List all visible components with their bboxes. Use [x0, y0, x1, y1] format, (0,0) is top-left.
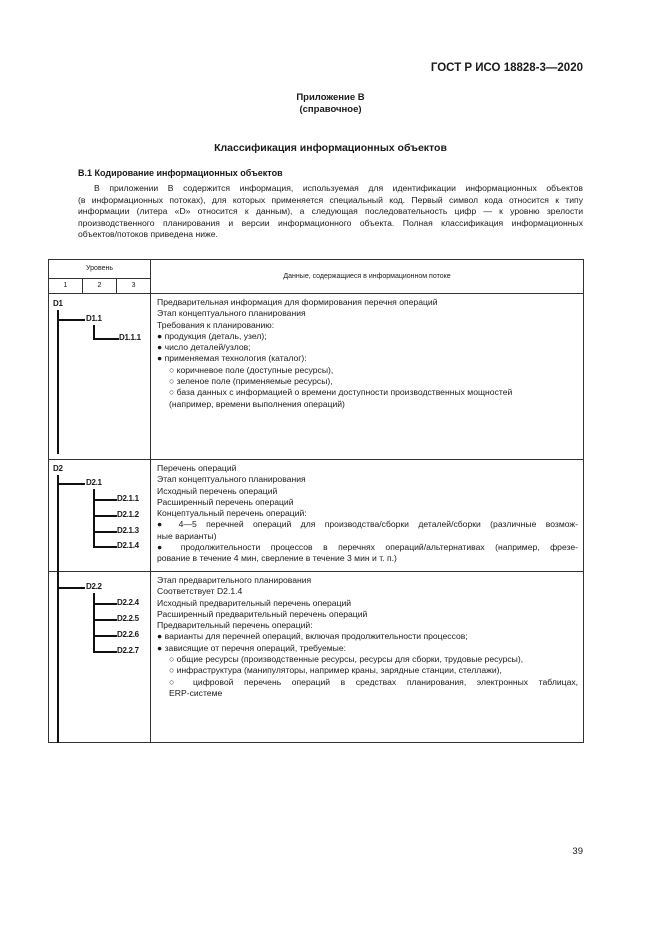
- description-cell-d22: [151, 572, 584, 743]
- tree-line: [57, 475, 59, 572]
- code-label: D2.1: [86, 478, 102, 487]
- tree-line: [93, 499, 117, 501]
- description-line: ○ коричневое поле (доступные ресурсы),: [169, 364, 334, 375]
- description-line: Соответствует D2.1.4: [157, 586, 243, 597]
- description-line: Этап предварительного планирования: [157, 575, 312, 585]
- intro-line: информации (литера «D» относится к данным), а следующая последовательность цифр — к уровню зрелости: [78, 206, 583, 216]
- tree-line: [57, 483, 85, 485]
- code-label: D2.1.3: [117, 526, 139, 535]
- tree-line: [93, 338, 119, 340]
- tree-line: [57, 310, 59, 454]
- annex-heading: [0, 92, 661, 116]
- tree-line: [93, 593, 95, 652]
- page-title: Классификация информационных объектов: [214, 142, 447, 154]
- intro-paragraph: [78, 183, 583, 241]
- description-line: Этап концептуального планирования: [157, 308, 306, 319]
- description-line: ● зависящие от перечня операций, требуемые:: [157, 642, 347, 653]
- description-line: рование в течение 4 мин, сверление в течение 3 мин и т. п.): [157, 553, 397, 564]
- description-header: Данные, содержащиеся в информационном потоке: [151, 260, 584, 294]
- description-cell-d1: [151, 294, 584, 460]
- standard-number: ГОСТ Р ИСО 18828-3—2020: [430, 62, 583, 74]
- description-line: Исходный перечень операций: [157, 485, 278, 496]
- description-line: ные варианты): [157, 530, 217, 541]
- description-line: ● продукция (деталь, узел);: [157, 330, 267, 341]
- description-line: Концептуальный перечень операций:: [157, 508, 307, 519]
- codes-cell-d22: [49, 572, 151, 743]
- code-label: D1.1.1: [119, 333, 141, 342]
- level-header: Уровень: [49, 260, 151, 279]
- level-2-header: 2: [83, 279, 117, 294]
- classification-table: [48, 259, 584, 743]
- code-label: D1.1: [86, 314, 102, 323]
- tree-line: [93, 619, 117, 621]
- code-label: D2.2: [86, 582, 102, 591]
- codes-cell-d2: [49, 460, 151, 572]
- intro-line: (в информационных потоках), для которых применяется специальный код. Первый символ кода относится к типу: [78, 194, 583, 205]
- description-line: ○ инфраструктура (манипуляторы, например краны, зарядные станции, стеллажи),: [169, 665, 502, 676]
- tree-line: [93, 635, 117, 637]
- code-label: D2.2.4: [117, 598, 139, 607]
- code-label: D2.2.7: [117, 646, 139, 655]
- tree-line: [57, 319, 85, 321]
- description-line: Исходный предварительный перечень операций: [157, 597, 352, 608]
- description-line: Этап концептуального планирования: [157, 474, 306, 485]
- description-line: ERP-системе: [169, 687, 223, 698]
- description-line: Требования к планированию:: [157, 319, 275, 330]
- code-label: D2: [53, 464, 63, 473]
- code-label: D2.1.2: [117, 510, 139, 519]
- description-line: ○ цифровой перечень операций в средствах планирования, электронных таблицах,: [169, 676, 579, 687]
- section-title: В.1 Кодирование информационных объектов: [78, 168, 283, 178]
- intro-line: объектов/потоков приведена ниже.: [78, 229, 218, 239]
- tree-line: [93, 546, 117, 548]
- description-line: Предварительная информация для формирования перечня операций: [157, 297, 438, 307]
- tree-line: [93, 325, 95, 339]
- description-line: ○ зеленое поле (применяемые ресурсы),: [169, 376, 333, 387]
- page-number: 39: [572, 846, 583, 857]
- annex-note: (справочное): [299, 104, 362, 115]
- code-label: D1: [53, 299, 63, 308]
- code-label: D2.2.6: [117, 630, 139, 639]
- description-line: Перечень операций: [157, 463, 237, 473]
- level-1-header: 1: [49, 279, 83, 294]
- code-label: D2.1.4: [117, 541, 139, 550]
- description-line: ● 4—5 перечней операций для производства/сборки деталей/сборки (различные возмож-: [157, 519, 579, 530]
- tree-line: [93, 651, 117, 653]
- description-line: (например, времени выполнения операций): [169, 398, 345, 409]
- code-label: D2.2.5: [117, 614, 139, 623]
- intro-line: производственного планирования и версии информационного объекта. Полная классификация информационных: [78, 217, 583, 228]
- description-cell-d2: [151, 460, 584, 572]
- description-line: ● продолжительности процессов в перечнях операций/альтернативах (например, фрезе-: [157, 542, 579, 553]
- description-line: ● число деталей/узлов;: [157, 342, 251, 353]
- tree-line: [93, 603, 117, 605]
- code-label: D2.1.1: [117, 494, 139, 503]
- description-line: ● варианты для перечней операций, включая продолжительности процессов;: [157, 631, 468, 642]
- tree-line: [57, 572, 59, 743]
- tree-line: [93, 489, 95, 546]
- intro-line: В приложении В содержится информация, используемая для идентификации информационных объектов: [94, 183, 583, 193]
- description-line: Расширенный перечень операций: [157, 496, 294, 507]
- tree-line: [93, 531, 117, 533]
- level-3-header: 3: [117, 279, 151, 294]
- annex-title: Приложение В: [296, 92, 365, 103]
- description-line: Расширенный предварительный перечень операций: [157, 608, 368, 619]
- description-line: ○ база данных с информацией о времени доступности производственных мощностей: [169, 387, 513, 398]
- description-line: ● применяемая технология (каталог):: [157, 353, 307, 364]
- codes-cell-d1: [49, 294, 151, 460]
- tree-line: [57, 587, 85, 589]
- tree-line: [93, 515, 117, 517]
- description-line: Предварительный перечень операций:: [157, 620, 313, 631]
- description-line: ○ общие ресурсы (производственные ресурсы, ресурсы для сборки, трудовые ресурсы),: [169, 654, 524, 665]
